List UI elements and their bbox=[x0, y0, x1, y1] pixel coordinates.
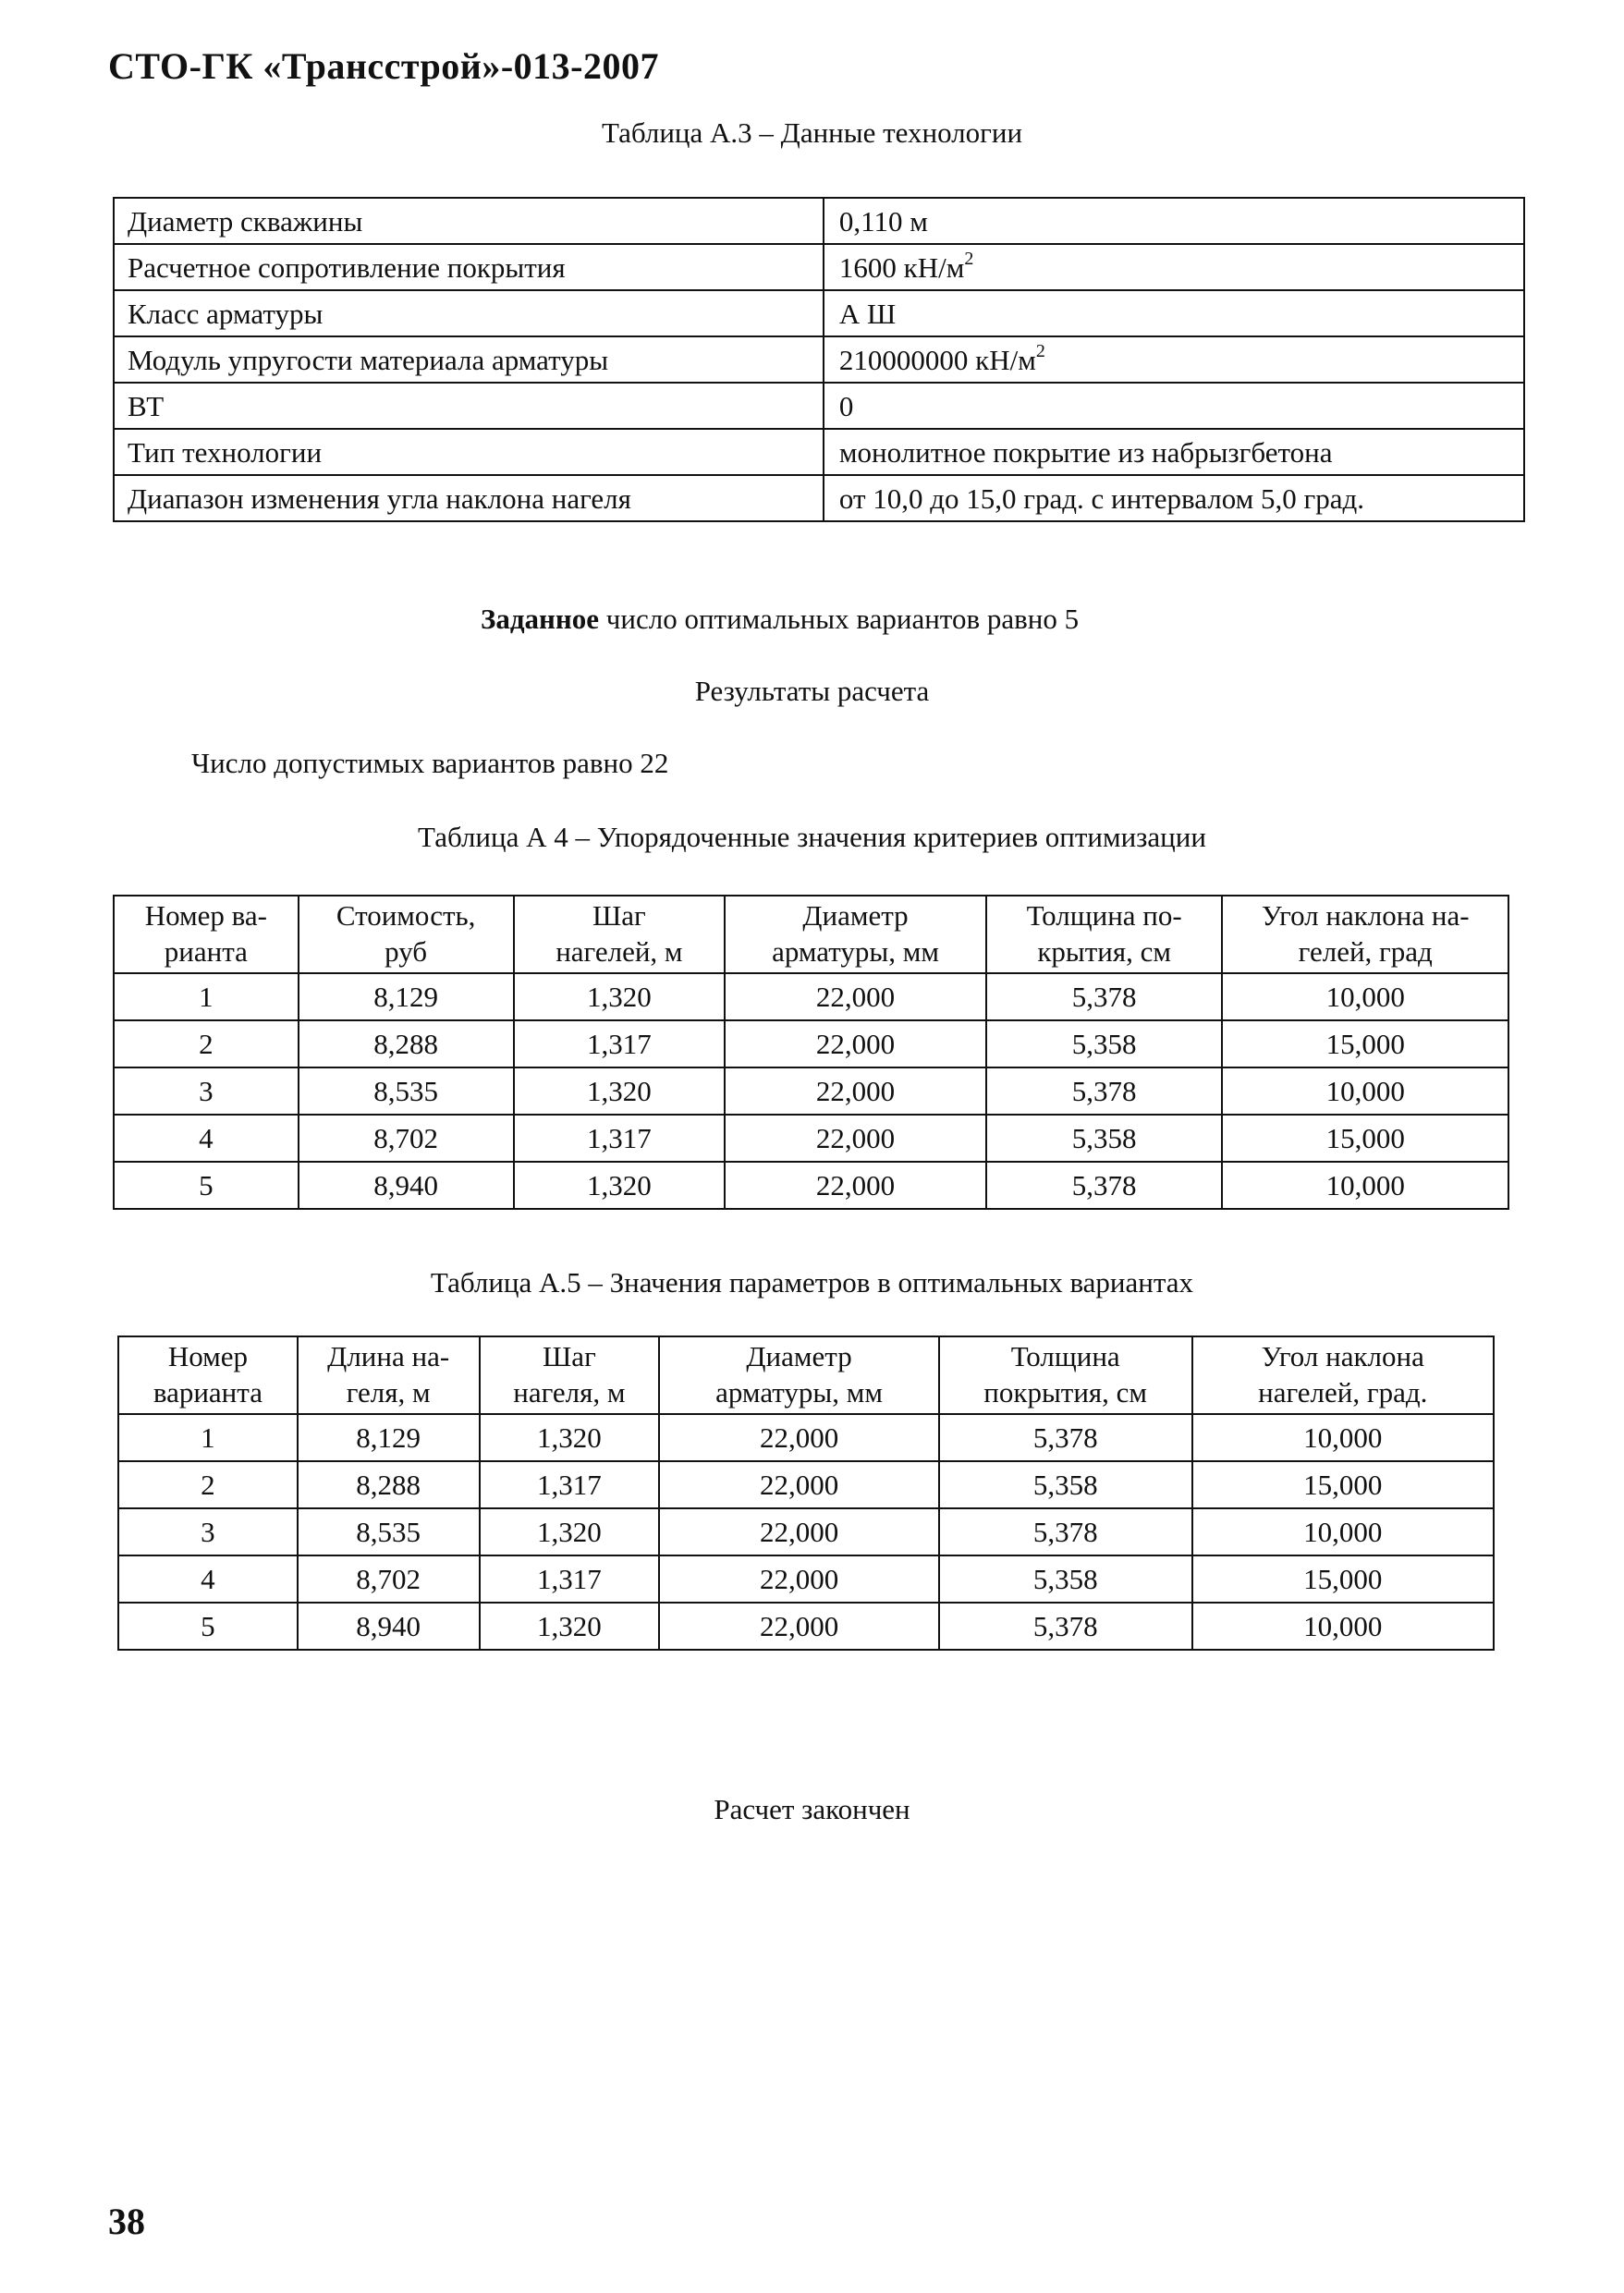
param-value-text: А Ш bbox=[838, 297, 897, 330]
table-row bbox=[118, 1461, 1494, 1508]
table-cell: 8,940 bbox=[299, 1162, 514, 1209]
param-value bbox=[824, 244, 1524, 290]
table-cell: 15,000 bbox=[1192, 1461, 1494, 1508]
column-header-line: геля, м bbox=[346, 1376, 431, 1409]
table-cell: 5,358 bbox=[986, 1020, 1223, 1067]
table-row bbox=[114, 1115, 1508, 1162]
column-header-line: Номер bbox=[167, 1340, 248, 1373]
table-cell: 1,320 bbox=[514, 1162, 726, 1209]
table-row bbox=[118, 1508, 1494, 1555]
param-value bbox=[824, 290, 1524, 336]
param-value-text: от 10,0 до 15,0 град. с интервалом 5,0 град. bbox=[838, 482, 1365, 515]
table-cell: 22,000 bbox=[659, 1414, 939, 1461]
calculation-finished: Расчет закончен bbox=[714, 1793, 910, 1825]
table-cell: 22,000 bbox=[659, 1603, 939, 1650]
table-cell: 22,000 bbox=[659, 1461, 939, 1508]
column-header-line: покрытия, см bbox=[983, 1376, 1148, 1409]
admissible-variants-count: Число допустимых вариантов равно 22 bbox=[191, 747, 669, 779]
param-label: ВТ bbox=[114, 383, 824, 429]
table-cell: 8,940 bbox=[298, 1603, 480, 1650]
table-cell: 8,702 bbox=[298, 1555, 480, 1603]
table-cell: 5,378 bbox=[986, 1162, 1223, 1209]
table-row bbox=[114, 198, 1524, 244]
table-cell: 4 bbox=[114, 1115, 299, 1162]
column-header-line: руб bbox=[385, 935, 428, 968]
table-a4-caption: Таблица А 4 – Упорядоченные значения критериев оптимизации bbox=[418, 821, 1206, 853]
table-cell: 15,000 bbox=[1222, 1115, 1508, 1162]
table-row bbox=[114, 1067, 1508, 1115]
param-value-text: 0,110 м bbox=[838, 204, 928, 238]
table-a3 bbox=[113, 197, 1525, 522]
column-header bbox=[1192, 1336, 1494, 1414]
column-header bbox=[118, 1336, 298, 1414]
param-label: Диапазон изменения угла наклона нагеля bbox=[114, 475, 824, 521]
table-cell: 15,000 bbox=[1192, 1555, 1494, 1603]
table-row bbox=[118, 1555, 1494, 1603]
table-cell: 10,000 bbox=[1192, 1414, 1494, 1461]
table-cell: 1,320 bbox=[514, 973, 726, 1020]
param-value bbox=[824, 429, 1524, 475]
table-cell: 8,129 bbox=[299, 973, 514, 1020]
table-cell: 5,378 bbox=[986, 1067, 1223, 1115]
column-header bbox=[939, 1336, 1192, 1414]
param-value-text: 0 bbox=[838, 389, 854, 422]
column-header bbox=[299, 896, 514, 973]
column-header-line: Угол наклона bbox=[1261, 1340, 1424, 1373]
table-cell: 10,000 bbox=[1222, 973, 1508, 1020]
table-cell: 5,358 bbox=[939, 1555, 1192, 1603]
column-header bbox=[298, 1336, 480, 1414]
column-header-line: нагелей, град. bbox=[1258, 1376, 1428, 1409]
param-value bbox=[824, 198, 1524, 244]
table-cell: 1,317 bbox=[514, 1115, 726, 1162]
column-header-line: Шаг bbox=[592, 899, 646, 933]
table-a5 bbox=[117, 1336, 1495, 1651]
table-cell: 5,358 bbox=[986, 1115, 1223, 1162]
column-header bbox=[114, 896, 299, 973]
column-header-line: варианта bbox=[153, 1376, 263, 1409]
table-cell: 4 bbox=[118, 1555, 298, 1603]
table-a4 bbox=[113, 895, 1509, 1210]
unit-exponent: 2 bbox=[1035, 340, 1045, 361]
table-cell: 1,320 bbox=[514, 1067, 726, 1115]
table-row bbox=[114, 429, 1524, 475]
column-header-line: рианта bbox=[164, 935, 248, 968]
column-header-line: арматуры, мм bbox=[772, 935, 939, 968]
table-row bbox=[114, 336, 1524, 383]
table-cell: 15,000 bbox=[1222, 1020, 1508, 1067]
column-header-line: Длина на- bbox=[327, 1340, 450, 1373]
column-header bbox=[659, 1336, 939, 1414]
column-header-line: Диаметр bbox=[802, 899, 909, 933]
column-header bbox=[514, 896, 726, 973]
param-label: Расчетное сопротивление покрытия bbox=[114, 244, 824, 290]
param-label: Модуль упругости материала арматуры bbox=[114, 336, 824, 383]
column-header bbox=[986, 896, 1223, 973]
column-header-line: Диаметр bbox=[746, 1340, 852, 1373]
header-row bbox=[118, 1336, 1494, 1414]
document-code-header: СТО-ГК «Трансстрой»-013-2007 bbox=[108, 45, 659, 87]
table-cell: 10,000 bbox=[1222, 1162, 1508, 1209]
table-a5-caption: Таблица А.5 – Значения параметров в оптимальных вариантах bbox=[430, 1266, 1194, 1299]
table-cell: 22,000 bbox=[725, 1162, 986, 1209]
table-cell: 8,702 bbox=[299, 1115, 514, 1162]
column-header bbox=[480, 1336, 660, 1414]
table-cell: 5,378 bbox=[986, 973, 1223, 1020]
table-cell: 1 bbox=[114, 973, 299, 1020]
param-value-text: 1600 кН/м bbox=[838, 250, 965, 284]
column-header-line: Толщина по- bbox=[1026, 899, 1182, 933]
table-cell: 1,317 bbox=[480, 1555, 660, 1603]
table-cell: 2 bbox=[118, 1461, 298, 1508]
table-cell: 1,320 bbox=[480, 1508, 660, 1555]
table-cell: 1,320 bbox=[480, 1414, 660, 1461]
column-header-line: Толщина bbox=[1010, 1340, 1120, 1373]
given-variants-text: Заданное число оптимальных вариантов равно 5 bbox=[481, 603, 1080, 635]
table-cell: 8,288 bbox=[298, 1461, 480, 1508]
table-row bbox=[114, 1162, 1508, 1209]
table-cell: 8,535 bbox=[298, 1508, 480, 1555]
table-cell: 8,129 bbox=[298, 1414, 480, 1461]
table-cell: 5 bbox=[114, 1162, 299, 1209]
table-row bbox=[114, 1020, 1508, 1067]
column-header bbox=[725, 896, 986, 973]
table-cell: 1,317 bbox=[514, 1020, 726, 1067]
table-row bbox=[114, 290, 1524, 336]
table-cell: 1 bbox=[118, 1414, 298, 1461]
table-cell: 5,378 bbox=[939, 1414, 1192, 1461]
param-label: Диаметр скважины bbox=[114, 198, 824, 244]
param-value bbox=[824, 383, 1524, 429]
table-cell: 22,000 bbox=[659, 1555, 939, 1603]
table-cell: 5,358 bbox=[939, 1461, 1192, 1508]
table-cell: 2 bbox=[114, 1020, 299, 1067]
param-value-text: монолитное покрытие из набрызгбетона bbox=[838, 435, 1333, 469]
table-cell: 10,000 bbox=[1192, 1603, 1494, 1650]
column-header-line: Номер ва- bbox=[144, 899, 267, 933]
column-header bbox=[1222, 896, 1508, 973]
table-cell: 5,378 bbox=[939, 1603, 1192, 1650]
header-row bbox=[114, 896, 1508, 973]
column-header-line: арматуры, мм bbox=[715, 1376, 883, 1409]
table-cell: 8,288 bbox=[299, 1020, 514, 1067]
table-cell: 22,000 bbox=[725, 1067, 986, 1115]
param-value bbox=[824, 475, 1524, 521]
column-header-line: Угол наклона на- bbox=[1261, 899, 1470, 933]
table-row bbox=[114, 973, 1508, 1020]
table-cell: 5 bbox=[118, 1603, 298, 1650]
column-header-line: гелей, град bbox=[1298, 935, 1433, 968]
table-cell: 22,000 bbox=[725, 1115, 986, 1162]
column-header-line: Стоимость, bbox=[336, 899, 476, 933]
column-header-line: нагеля, м bbox=[513, 1376, 626, 1409]
emphasis: Заданное bbox=[481, 603, 600, 635]
page-number: 38 bbox=[108, 2201, 145, 2242]
table-cell: 3 bbox=[118, 1508, 298, 1555]
param-label: Класс арматуры bbox=[114, 290, 824, 336]
param-value-text: 210000000 кН/м bbox=[838, 343, 1036, 376]
table-cell: 8,535 bbox=[299, 1067, 514, 1115]
table-cell: 10,000 bbox=[1222, 1067, 1508, 1115]
unit-exponent: 2 bbox=[964, 248, 974, 269]
param-value bbox=[824, 336, 1524, 383]
column-header-line: нагелей, м bbox=[556, 935, 683, 968]
column-header-line: Шаг bbox=[543, 1340, 596, 1373]
table-cell: 3 bbox=[114, 1067, 299, 1115]
results-title: Результаты расчета bbox=[694, 675, 930, 707]
param-label: Тип технологии bbox=[114, 429, 824, 475]
table-cell: 5,378 bbox=[939, 1508, 1192, 1555]
table-row bbox=[114, 383, 1524, 429]
table-a3-caption: Таблица А.3 – Данные технологии bbox=[601, 116, 1023, 149]
table-row bbox=[118, 1414, 1494, 1461]
table-row bbox=[114, 475, 1524, 521]
column-header-line: крытия, см bbox=[1037, 935, 1171, 968]
table-cell: 1,320 bbox=[480, 1603, 660, 1650]
given-variants-count bbox=[481, 603, 1079, 636]
table-row bbox=[114, 244, 1524, 290]
table-cell: 22,000 bbox=[725, 973, 986, 1020]
table-cell: 10,000 bbox=[1192, 1508, 1494, 1555]
table-cell: 1,317 bbox=[480, 1461, 660, 1508]
table-cell: 22,000 bbox=[659, 1508, 939, 1555]
table-cell: 22,000 bbox=[725, 1020, 986, 1067]
table-row bbox=[118, 1603, 1494, 1650]
